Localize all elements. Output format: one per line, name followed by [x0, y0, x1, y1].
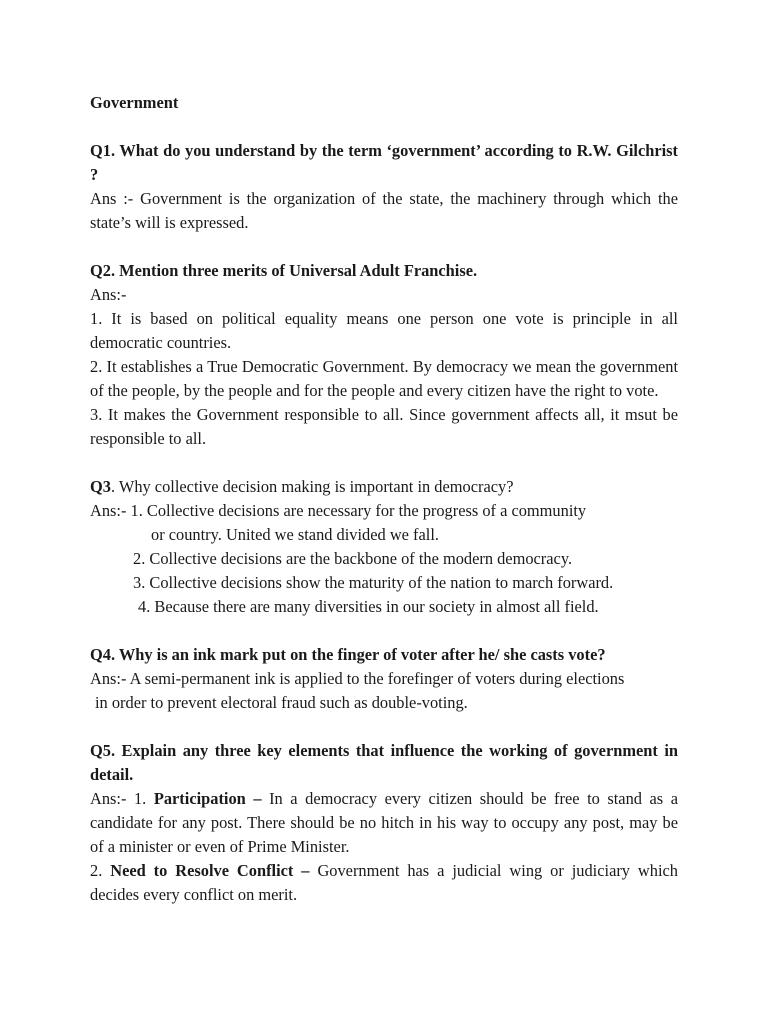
q5-point-1-term: Participation –	[153, 789, 262, 808]
q2-point-2: 2. It establishes a True Democratic Government. By democracy we mean the government of the people, by the people and for the people and every citizen have the right to vote.	[90, 357, 678, 400]
q1-question: Q1. What do you understand by the term ‘government’ according to R.W. Gilchrist ?	[90, 141, 678, 184]
q5-section	[90, 739, 678, 907]
q5-point-2-term: Need to Resolve Conflict –	[110, 861, 310, 880]
q3-answer-line-5: 4. Because there are many diversities in our society in almost all field.	[138, 597, 599, 616]
q5-question: Q5. Explain any three key elements that influence the working of government in detail.	[90, 741, 678, 784]
document-page	[90, 91, 678, 907]
q4-section	[90, 643, 678, 715]
q5-point-2-text: Government has a judicial wing or judiciary which decides every conflict on merit.	[90, 861, 678, 904]
q5-point-1	[90, 787, 678, 859]
q2-section	[90, 259, 678, 451]
q5-point-2	[90, 859, 678, 907]
q5-point-1-text: In a democracy every citizen should be free to stand as a candidate for any post. There should be no hitch in his way to occupy any post, may be of a minister or even of Prime Minister.	[90, 789, 678, 856]
q2-point-1: 1. It is based on political equality means one person one vote is principle in all democratic countries.	[90, 309, 678, 352]
q1-answer: Ans :- Government is the organization of the state, the machinery through which the state’s will is expressed.	[90, 189, 678, 232]
q3-section	[90, 475, 678, 619]
q3-answer-line-3: 2. Collective decisions are the backbone of the modern democracy.	[133, 549, 573, 568]
q3-question-text: . Why collective decision making is important in democracy?	[110, 477, 514, 496]
q3-label: Q3	[90, 477, 111, 496]
q1-section	[90, 139, 678, 235]
q2-point-3: 3. It makes the Government responsible to all. Since government affects all, it msut be responsible to all.	[90, 405, 678, 448]
q2-question: Q2. Mention three merits of Universal Adult Franchise.	[90, 261, 478, 280]
q4-question: Q4. Why is an ink mark put on the finger of voter after he/ she casts vote?	[90, 645, 606, 664]
q4-answer-line-1: Ans:- A semi-permanent ink is applied to the forefinger of voters during elections	[90, 669, 625, 688]
q5-point-2-prefix: 2.	[90, 861, 111, 880]
q3-answer-line-1: Ans:- 1. Collective decisions are necessary for the progress of a community	[90, 501, 587, 520]
q3-question	[90, 475, 678, 499]
q3-answer-line-4: 3. Collective decisions show the maturity of the nation to march forward.	[133, 573, 614, 592]
q5-point-1-prefix: Ans:- 1.	[90, 789, 154, 808]
document-title: Government	[90, 93, 179, 112]
q2-answer-label: Ans:-	[90, 285, 127, 304]
q3-answer-line-2: or country. United we stand divided we fall.	[151, 525, 439, 544]
q4-answer-line-2: in order to prevent electoral fraud such as double-voting.	[95, 693, 468, 712]
